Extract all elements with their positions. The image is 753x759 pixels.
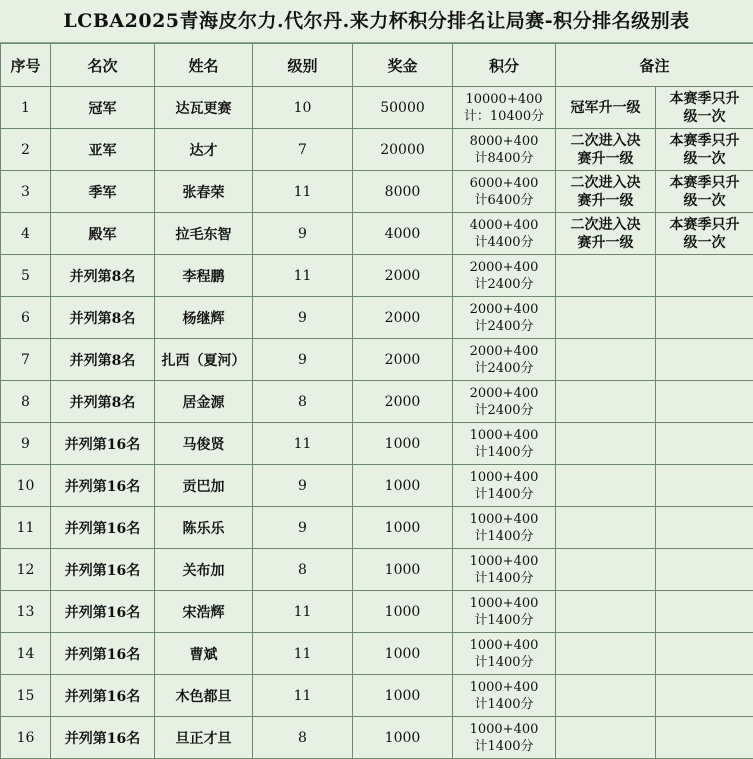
cell-level[interactable]: 11 <box>253 423 353 465</box>
cell-points[interactable] <box>453 591 556 633</box>
header-seq[interactable]: 序号 <box>1 44 51 87</box>
header-name[interactable]: 姓名 <box>155 44 253 87</box>
points-total: 计2400分 <box>474 402 534 418</box>
remark-text: 二次进入决 <box>570 216 641 233</box>
cell-name[interactable]: 扎西（夏河） <box>155 339 253 381</box>
cell-seq[interactable]: 6 <box>1 297 51 339</box>
header-rank[interactable]: 名次 <box>51 44 155 87</box>
cell-level[interactable]: 11 <box>253 255 353 297</box>
cell-prize[interactable]: 2000 <box>353 339 453 381</box>
cell-level[interactable]: 11 <box>253 633 353 675</box>
cell-level[interactable]: 11 <box>253 591 353 633</box>
remark-text: 级一次 <box>683 150 726 167</box>
cell-seq[interactable]: 2 <box>1 129 51 171</box>
points-total: 计1400分 <box>474 528 534 544</box>
remark-text: 本赛季只升 <box>669 90 740 107</box>
cell-prize[interactable]: 2000 <box>353 381 453 423</box>
points-total: 计1400分 <box>474 486 534 502</box>
cell-prize[interactable]: 2000 <box>353 297 453 339</box>
ranking-table <box>0 43 753 759</box>
cell-remark-1[interactable] <box>556 339 656 381</box>
cell-points[interactable] <box>453 171 556 213</box>
remark-text: 二次进入决 <box>570 174 641 191</box>
cell-remark-1[interactable] <box>556 507 656 549</box>
cell-rank[interactable]: 并列第16名 <box>51 465 155 507</box>
points-formula: 8000+400 <box>469 133 539 149</box>
remark-text: 赛升一级 <box>577 234 634 251</box>
cell-points[interactable] <box>453 423 556 465</box>
cell-level[interactable]: 9 <box>253 213 353 255</box>
cell-level[interactable]: 11 <box>253 171 353 213</box>
table-row <box>1 171 753 213</box>
points-formula: 1000+400 <box>469 721 539 737</box>
cell-rank[interactable]: 并列第16名 <box>51 549 155 591</box>
cell-remark-2[interactable] <box>656 465 753 507</box>
cell-level[interactable]: 11 <box>253 675 353 717</box>
points-formula: 1000+400 <box>469 511 539 527</box>
table-row <box>1 591 753 633</box>
cell-seq[interactable]: 8 <box>1 381 51 423</box>
table-row <box>1 381 753 423</box>
points-formula: 2000+400 <box>469 259 539 275</box>
cell-seq[interactable]: 14 <box>1 633 51 675</box>
cell-prize[interactable]: 8000 <box>353 171 453 213</box>
table-row <box>1 297 753 339</box>
cell-remark-1[interactable] <box>556 717 656 759</box>
cell-points[interactable] <box>453 297 556 339</box>
cell-prize[interactable]: 1000 <box>353 717 453 759</box>
cell-name[interactable]: 宋浩辉 <box>155 591 253 633</box>
sheet-title: LCBA2025青海皮尔力.代尔丹.来力杯积分排名让局赛-积分排名级别表 <box>0 0 753 43</box>
cell-level[interactable]: 8 <box>253 717 353 759</box>
cell-remark-2[interactable] <box>656 87 753 129</box>
cell-remark-2[interactable] <box>656 633 753 675</box>
cell-rank[interactable]: 并列第16名 <box>51 675 155 717</box>
cell-rank[interactable]: 亚军 <box>51 129 155 171</box>
cell-rank[interactable]: 并列第16名 <box>51 507 155 549</box>
table-row <box>1 465 753 507</box>
points-formula: 1000+400 <box>469 553 539 569</box>
cell-seq[interactable]: 9 <box>1 423 51 465</box>
cell-level[interactable]: 8 <box>253 381 353 423</box>
cell-seq[interactable]: 12 <box>1 549 51 591</box>
cell-rank[interactable]: 殿军 <box>51 213 155 255</box>
cell-remark-1[interactable] <box>556 675 656 717</box>
header-level[interactable]: 级别 <box>253 44 353 87</box>
cell-remark-2[interactable] <box>656 339 753 381</box>
points-total: 计2400分 <box>474 360 534 376</box>
cell-seq[interactable]: 4 <box>1 213 51 255</box>
remark-text: 本赛季只升 <box>669 132 740 149</box>
cell-points[interactable] <box>453 129 556 171</box>
cell-remark-2[interactable] <box>656 717 753 759</box>
remark-text: 本赛季只升 <box>669 174 740 191</box>
cell-remark-2[interactable] <box>656 675 753 717</box>
remark-text: 级一次 <box>683 234 726 251</box>
cell-remark-2[interactable] <box>656 171 753 213</box>
points-formula: 1000+400 <box>469 427 539 443</box>
table-row <box>1 339 753 381</box>
cell-rank[interactable]: 季军 <box>51 171 155 213</box>
table-row <box>1 255 753 297</box>
cell-points[interactable] <box>453 633 556 675</box>
cell-remark-1[interactable] <box>556 255 656 297</box>
header-remark[interactable]: 备注 <box>556 44 753 87</box>
points-total: 计4400分 <box>474 234 534 250</box>
points-formula: 1000+400 <box>469 637 539 653</box>
cell-name[interactable]: 曹斌 <box>155 633 253 675</box>
cell-name[interactable]: 旦正才旦 <box>155 717 253 759</box>
points-total: 计8400分 <box>474 150 534 166</box>
cell-seq[interactable]: 5 <box>1 255 51 297</box>
cell-remark-1[interactable] <box>556 297 656 339</box>
remark-text: 二次进入决 <box>570 132 641 149</box>
points-formula: 10000+400 <box>465 91 543 107</box>
cell-name[interactable]: 马俊贤 <box>155 423 253 465</box>
cell-level[interactable]: 9 <box>253 297 353 339</box>
cell-name[interactable]: 陈乐乐 <box>155 507 253 549</box>
cell-name[interactable]: 居金源 <box>155 381 253 423</box>
cell-name[interactable]: 达瓦更赛 <box>155 87 253 129</box>
points-formula: 6000+400 <box>469 175 539 191</box>
cell-prize[interactable]: 4000 <box>353 213 453 255</box>
points-formula: 1000+400 <box>469 469 539 485</box>
cell-remark-1[interactable] <box>556 129 656 171</box>
cell-remark-2[interactable] <box>656 507 753 549</box>
points-total: 计1400分 <box>474 654 534 670</box>
cell-remark-1[interactable] <box>556 213 656 255</box>
table-row <box>1 717 753 759</box>
points-formula: 2000+400 <box>469 301 539 317</box>
cell-remark-1[interactable] <box>556 381 656 423</box>
cell-name[interactable]: 贡巴加 <box>155 465 253 507</box>
cell-remark-2[interactable] <box>656 255 753 297</box>
points-total: 计6400分 <box>474 192 534 208</box>
cell-seq[interactable]: 7 <box>1 339 51 381</box>
header-prize[interactable]: 奖金 <box>353 44 453 87</box>
cell-points[interactable] <box>453 675 556 717</box>
cell-prize[interactable]: 2000 <box>353 255 453 297</box>
table-row <box>1 213 753 255</box>
cell-rank[interactable]: 并列第8名 <box>51 381 155 423</box>
cell-seq[interactable]: 10 <box>1 465 51 507</box>
points-total: 计2400分 <box>474 318 534 334</box>
cell-remark-1[interactable] <box>556 423 656 465</box>
points-formula: 4000+400 <box>469 217 539 233</box>
cell-name[interactable]: 杨继辉 <box>155 297 253 339</box>
cell-points[interactable] <box>453 717 556 759</box>
cell-rank[interactable]: 并列第16名 <box>51 717 155 759</box>
cell-prize[interactable]: 1000 <box>353 549 453 591</box>
points-formula: 2000+400 <box>469 385 539 401</box>
cell-points[interactable] <box>453 465 556 507</box>
points-total: 计2400分 <box>474 276 534 292</box>
cell-remark-1[interactable] <box>556 465 656 507</box>
table-row <box>1 87 753 129</box>
cell-prize[interactable]: 1000 <box>353 465 453 507</box>
cell-seq[interactable]: 13 <box>1 591 51 633</box>
remark-text: 本赛季只升 <box>669 216 740 233</box>
cell-prize[interactable]: 50000 <box>353 87 453 129</box>
points-total: 计1400分 <box>474 696 534 712</box>
remark-text: 赛升一级 <box>577 150 634 167</box>
cell-rank[interactable]: 冠军 <box>51 87 155 129</box>
cell-prize[interactable]: 1000 <box>353 423 453 465</box>
cell-name[interactable]: 关布加 <box>155 549 253 591</box>
cell-level[interactable]: 7 <box>253 129 353 171</box>
cell-level[interactable]: 9 <box>253 339 353 381</box>
cell-points[interactable] <box>453 339 556 381</box>
points-formula: 1000+400 <box>469 595 539 611</box>
cell-seq[interactable]: 1 <box>1 87 51 129</box>
cell-remark-1[interactable] <box>556 633 656 675</box>
table-row <box>1 507 753 549</box>
cell-remark-2[interactable] <box>656 297 753 339</box>
cell-remark-2[interactable] <box>656 591 753 633</box>
cell-prize[interactable]: 1000 <box>353 633 453 675</box>
cell-remark-2[interactable] <box>656 423 753 465</box>
cell-seq[interactable]: 11 <box>1 507 51 549</box>
cell-prize[interactable]: 1000 <box>353 591 453 633</box>
cell-seq[interactable]: 3 <box>1 171 51 213</box>
cell-name[interactable]: 达才 <box>155 129 253 171</box>
header-points[interactable]: 积分 <box>453 44 556 87</box>
table-row <box>1 129 753 171</box>
cell-rank[interactable]: 并列第8名 <box>51 339 155 381</box>
cell-name[interactable]: 李程鹏 <box>155 255 253 297</box>
cell-rank[interactable]: 并列第8名 <box>51 255 155 297</box>
table-row <box>1 423 753 465</box>
cell-rank[interactable]: 并列第16名 <box>51 591 155 633</box>
cell-remark-1[interactable] <box>556 549 656 591</box>
cell-prize[interactable]: 1000 <box>353 507 453 549</box>
cell-seq[interactable]: 16 <box>1 717 51 759</box>
cell-level[interactable]: 10 <box>253 87 353 129</box>
cell-name[interactable]: 拉毛东智 <box>155 213 253 255</box>
points-formula: 1000+400 <box>469 679 539 695</box>
table-row <box>1 675 753 717</box>
cell-points[interactable] <box>453 87 556 129</box>
table-row <box>1 549 753 591</box>
table-row <box>1 633 753 675</box>
cell-remark-1[interactable] <box>556 87 656 129</box>
cell-level[interactable]: 9 <box>253 465 353 507</box>
points-total: 计1400分 <box>474 738 534 754</box>
remark-text: 冠军升一级 <box>570 99 641 116</box>
points-formula: 2000+400 <box>469 343 539 359</box>
cell-remark-1[interactable] <box>556 171 656 213</box>
cell-level[interactable]: 8 <box>253 549 353 591</box>
cell-rank[interactable]: 并列第16名 <box>51 423 155 465</box>
remark-text: 级一次 <box>683 108 726 125</box>
cell-points[interactable] <box>453 507 556 549</box>
cell-remark-2[interactable] <box>656 213 753 255</box>
cell-name[interactable]: 木色都旦 <box>155 675 253 717</box>
remark-text: 级一次 <box>683 192 726 209</box>
points-total: 计1400分 <box>474 570 534 586</box>
cell-prize[interactable]: 1000 <box>353 675 453 717</box>
points-total: 计：10400分 <box>463 108 545 124</box>
cell-level[interactable]: 9 <box>253 507 353 549</box>
cell-prize[interactable]: 20000 <box>353 129 453 171</box>
cell-remark-2[interactable] <box>656 381 753 423</box>
cell-points[interactable] <box>453 549 556 591</box>
cell-seq[interactable]: 15 <box>1 675 51 717</box>
cell-points[interactable] <box>453 255 556 297</box>
header-row <box>1 44 753 87</box>
points-total: 计1400分 <box>474 612 534 628</box>
cell-remark-1[interactable] <box>556 591 656 633</box>
cell-rank[interactable]: 并列第8名 <box>51 297 155 339</box>
cell-points[interactable] <box>453 213 556 255</box>
remark-text: 赛升一级 <box>577 192 634 209</box>
points-total: 计1400分 <box>474 444 534 460</box>
cell-rank[interactable]: 并列第16名 <box>51 633 155 675</box>
cell-remark-2[interactable] <box>656 129 753 171</box>
cell-remark-2[interactable] <box>656 549 753 591</box>
cell-name[interactable]: 张春荣 <box>155 171 253 213</box>
cell-points[interactable] <box>453 381 556 423</box>
